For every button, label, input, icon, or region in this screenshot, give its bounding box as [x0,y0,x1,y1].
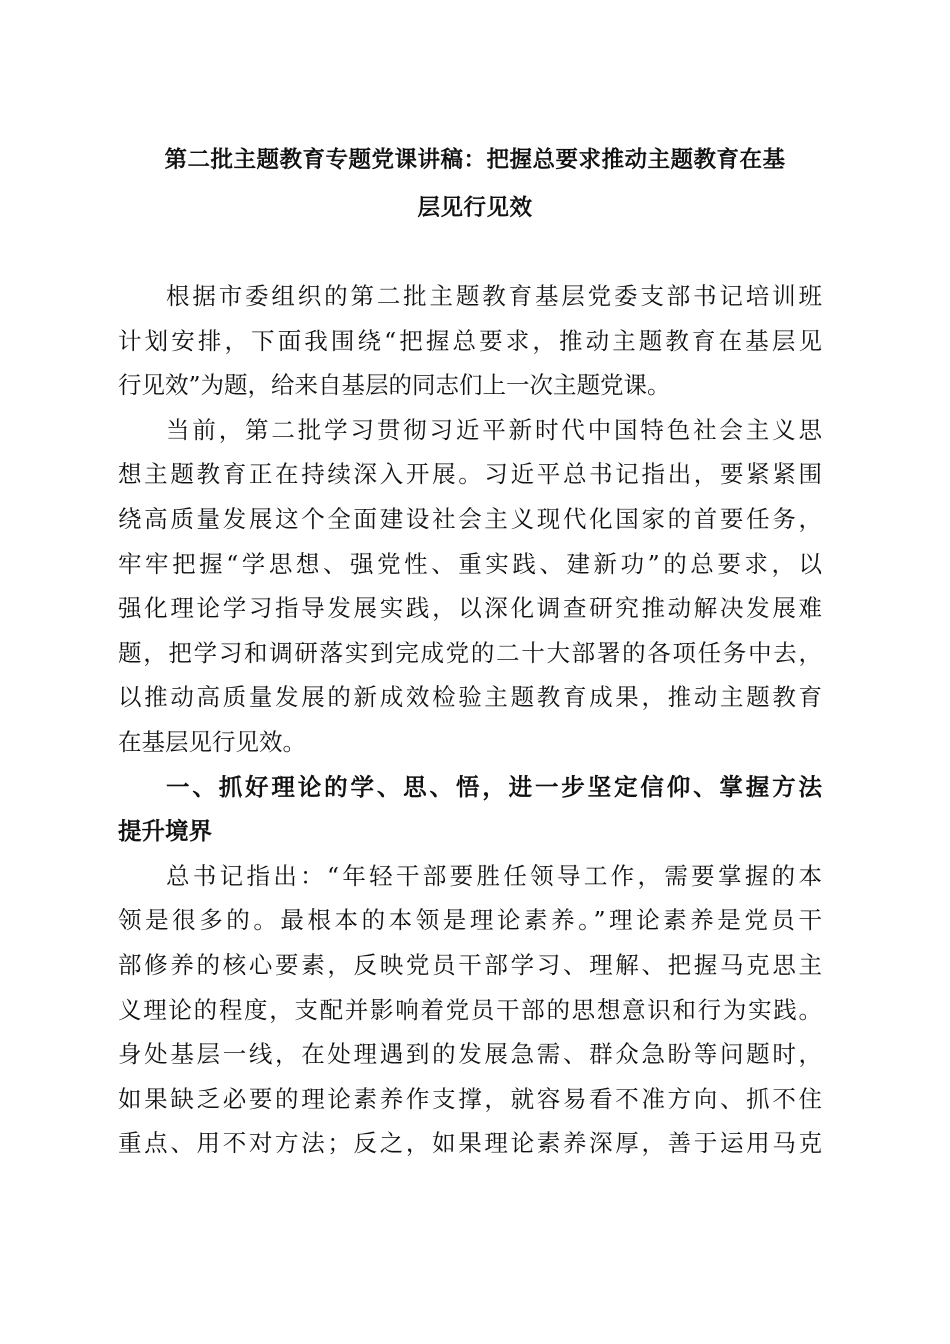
text-line: 强化理论学习指导发展实践，以深化调查研究推动解决发展难 [118,594,822,623]
heading-line: 提升境界 [118,817,212,846]
text-line: 计划安排，下面我围绕“把握总要求，推动主题教育在基层见 [118,326,822,355]
text-line: 当前，第二批学习贯彻习近平新时代中国特色社会主义思 [166,415,822,444]
text-line: 想主题教育正在持续深入开展。习近平总书记指出，要紧紧围 [118,460,822,489]
text-line: 领是很多的。最根本的本领是理论素养。”理论素养是党员干 [118,906,822,935]
heading-line: 一、抓好理论的学、思、悟，进一步坚定信仰、掌握方法 [166,772,822,801]
text-line: 重点、用不对方法；反之，如果理论素养深厚，善于运用马克 [118,1129,822,1158]
paragraph-context [118,408,822,765]
section-heading [118,765,822,854]
text-line: 题，把学习和调研落实到完成党的二十大部署的各项任务中去， [118,638,822,667]
document-body [118,274,822,1166]
title-line: 第二批主题教育专题党课讲稿：把握总要求推动主题教育在基 [164,147,786,173]
paragraph-theory [118,854,822,1166]
paragraph-intro [118,274,822,408]
text-line: 总书记指出：“年轻干部要胜任领导工作，需要掌握的本 [166,861,822,890]
text-line: 身处基层一线，在处理遇到的发展急需、群众急盼等问题时， [118,1040,822,1069]
text-line: 根据市委组织的第二批主题教育基层党委支部书记培训班 [166,282,822,310]
document-title [118,136,832,232]
text-line: 如果缺乏必要的理论素养作支撑，就容易看不准方向、抓不住 [118,1084,822,1113]
text-line: 在基层见行见效。 [118,727,306,756]
text-line: 绕高质量发展这个全面建设社会主义现代化国家的首要任务， [118,504,822,533]
text-line: 牢牢把握“学思想、强党性、重实践、建新功”的总要求，以 [118,549,822,578]
text-line: 义理论的程度，支配并影响着党员干部的思想意识和行为实践。 [118,995,822,1024]
text-line: 行见效”为题，给来自基层的同志们上一次主题党课。 [118,371,671,400]
title-line: 层见行见效 [417,195,533,221]
text-line: 以推动高质量发展的新成效检验主题教育成果，推动主题教育 [118,683,822,712]
text-line: 部修养的核心要素，反映党员干部学习、理解、把握马克思主 [118,950,822,979]
